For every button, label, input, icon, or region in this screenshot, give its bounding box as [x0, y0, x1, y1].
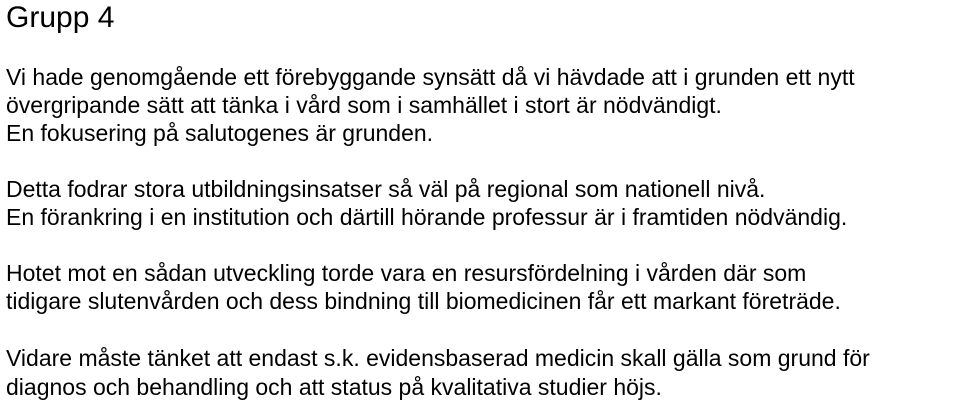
- paragraph-line: En fokusering på salutogenes är grunden.: [6, 120, 434, 146]
- paragraph-line: Detta fodrar stora utbildningsinsatser så väl på regional som nationell nivå.: [6, 176, 766, 202]
- paragraph-line: diagnos och behandling och att status på kvalitativa studier höjs.: [6, 374, 662, 400]
- paragraph-line: Vi hade genomgående ett förebyggande synsätt då vi hävdade att i grunden ett nytt: [6, 64, 855, 90]
- paragraph-line: Vidare måste tänket att endast s.k. evidensbaserad medicin skall gälla som grund för: [6, 345, 870, 371]
- paragraph-line: övergripande sätt att tänka i vård som i samhället i stort är nödvändigt.: [6, 92, 722, 118]
- paragraph-line: En förankring i en institution och därtill hörande professur är i framtiden nödvändig.: [6, 204, 848, 230]
- paragraph-line: tidigare slutenvården och dess bindning till biomedicinen får ett markant företräde.: [6, 288, 841, 314]
- document-title: Grupp 4: [6, 1, 115, 34]
- paragraph-line: Hotet mot en sådan utveckling torde vara en resursfördelning i vården där som: [6, 260, 807, 286]
